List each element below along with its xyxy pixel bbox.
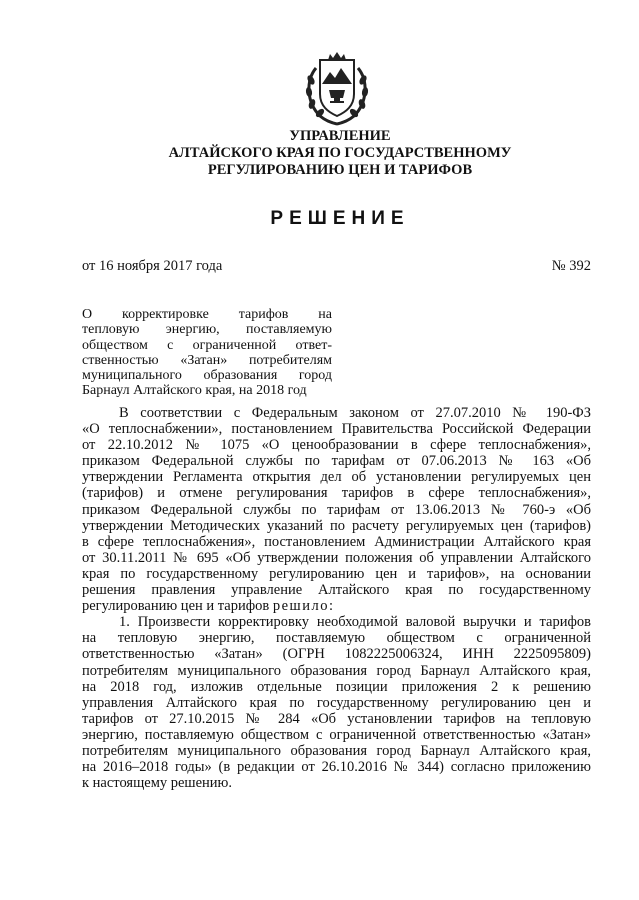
issuing-authority [90,128,590,179]
body-line: «О теплоснабжении», постановлением Правительства Российской Федерации [82,421,591,438]
subject-line: муниципального образования город [82,368,332,384]
body-line: потребителям муниципального образования город Барнаул Алтайского края, [82,742,591,759]
subject-line: О корректировке тарифов на [82,307,332,322]
authority-line-1: УПРАВЛЕНИЕ [289,128,391,144]
body-line: на тепловую энергию, поставляемую обществом с ограниченной [82,630,591,647]
authority-line-2: АЛТАЙСКОГО КРАЯ ПО ГОСУДАРСТВЕННОМУ [168,145,512,161]
document-number: № 392 [551,258,591,274]
decided-suffix: : [328,598,333,615]
body-line: регулированию цен и тарифов [82,598,270,615]
body-line-decided [82,598,591,614]
body-line: управления Алтайского края по государственному регулированию цен и [82,694,591,711]
document-body [82,405,591,791]
altai-krai-coat-of-arms-icon [302,50,372,126]
subject-line: обществом с ограниченной ответ- [82,337,332,353]
body-line: приказом Федеральной службы по тарифам от 07.06.2013 № 163 «Об [82,453,591,470]
body-line: потребителям муниципального образования город Барнаул Алтайского края, [82,662,591,679]
decided-word: решило [272,598,329,615]
body-line: от 30.11.2011 № 695 «Об утверждении положения об управлении Алтайского [82,549,591,566]
body-line: приказом Федеральной службы по тарифам от 13.06.2013 № 760-э «Об [82,501,591,518]
body-line: края по государственному регулированию цен и тарифов», на основании [82,565,591,582]
body-line: на 2018 год, изложив отдельные позиции приложения 2 к решению [82,678,591,695]
document-type-title: РЕШЕНИЕ [270,208,410,229]
body-line: от 22.10.2012 № 1075 «О ценообразовании в сфере теплоснабжения», [82,437,591,454]
body-line: (тарифов) и отмене регулирования тарифов в сфере теплоснабжения», [82,485,591,502]
body-line: 1. Произвести корректировку необходимой валовой выручки и тарифов [119,614,591,631]
subject-line: ственностью «Затан» потребителям [82,352,332,368]
body-line: утверждении Регламента открытия дел об установлении регулируемых цен [82,469,591,486]
body-line: В соответствии с Федеральным законом от 27.07.2010 № 190-ФЗ [119,405,591,421]
body-line: в сфере теплоснабжения», постановлением Администрации Алтайского края [82,533,591,550]
authority-line-3: РЕГУЛИРОВАНИЮ ЦЕН И ТАРИФОВ [207,162,473,178]
document-subject [82,307,332,399]
body-line: к настоящему решению. [82,775,233,792]
document-date: от 16 ноября 2017 года [82,258,223,274]
body-line: решения правления управление Алтайского края по государственному [82,582,591,599]
subject-line: тепловую энергию, поставляемую [82,322,332,338]
body-line: утверждении Методических указаний по расчету регулируемых цен (тарифов) [82,517,591,534]
subject-line: Барнаул Алтайского края, на 2018 год [82,383,307,399]
body-line: на 2016–2018 годы» (в редакции от 26.10.2016 № 344) согласно приложению [82,759,591,776]
body-line: энергию, поставляемую обществом с ограниченной ответственностью «Затан» [82,726,591,743]
body-line: тарифов от 27.10.2015 № 284 «Об установлении тарифов на тепловую [82,710,591,727]
body-line: ответственностью «Затан» (ОГРН 1082225006324, ИНН 2225095809) [82,646,591,663]
